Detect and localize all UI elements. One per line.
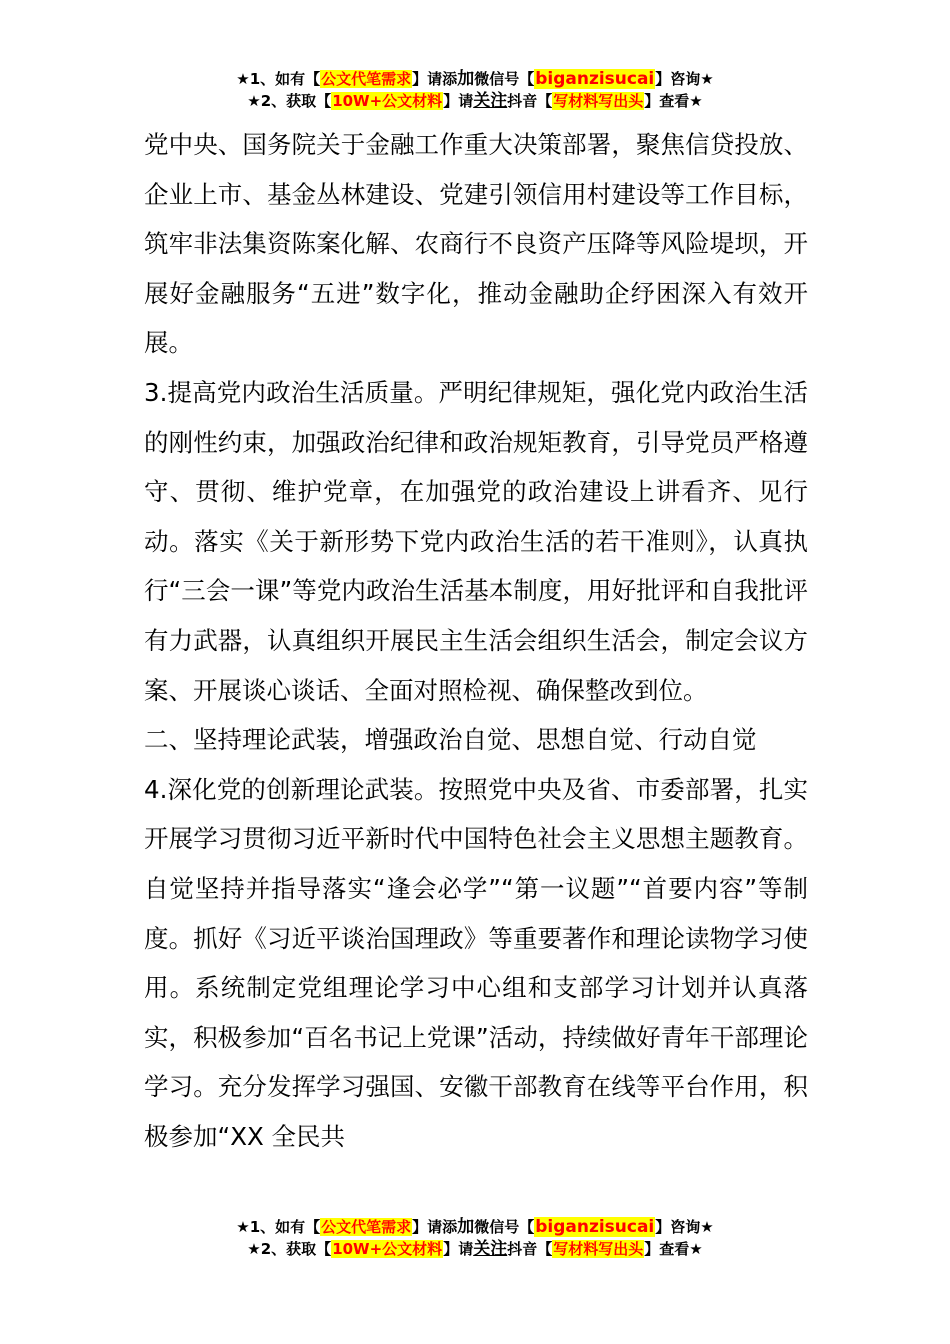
promo-highlight-douyin: 写材料写出头 — [553, 1240, 644, 1258]
paragraph: 党中央、国务院关于金融工作重大决策部署，聚焦信贷投放、企业上市、基金丛林建设、党建引领信用村建设等工作目标，筑牢非法集资陈案化解、农商行不良资产压降等风险堤坝，开展好金融服务“五进”数字化，推动金融助企纾困深入有效开展。 — [144, 130, 808, 358]
promo-line-2: ★2、获取【10W+公文材料】请关注抖音【写材料写出头】查看★ — [247, 1239, 703, 1259]
promo-highlight-materials: 10W+公文材料 — [332, 1240, 443, 1258]
promo-line-1: ★1、如有【公文代笔需求】请添加微信号【biganzisucai】咨询★ — [236, 69, 714, 89]
promo-highlight-wechat-id: biganzisucai — [535, 69, 655, 89]
promo-highlight-service: 公文代笔需求 — [321, 70, 412, 88]
promo-line-2: ★2、获取【10W+公文材料】请关注抖音【写材料写出头】查看★ — [247, 91, 703, 111]
promo-highlight-materials: 10W+公文材料 — [332, 92, 443, 110]
promo-highlight-service: 公文代笔需求 — [321, 1218, 412, 1236]
promo-highlight-wechat-id: biganzisucai — [535, 1217, 655, 1237]
document-body — [144, 120, 808, 1161]
promo-highlight-douyin: 写材料写出头 — [553, 92, 644, 110]
footer-promo-banner — [0, 1216, 950, 1260]
section-heading: 二、坚持理论武装，增强政治自觉、思想自觉、行动自觉 — [144, 725, 757, 755]
header-promo-banner — [0, 68, 950, 112]
paragraph: 4.深化党的创新理论武装。按照党中央及省、市委部署，扎实开展学习贯彻习近平新时代中国特色社会主义思想主题教育。自觉坚持并指导落实“逢会必学”“第一议题”“首要内容”等制度。抓好《习近平谈治国理政》等重要著作和理论读物学习使用。系统制定党组理论学习中心组和支部学习计划并认真落实，积极参加“百名书记上党课”活动，持续做好青年干部理论学习。充分发挥学习强国、安徽干部教育在线等平台作用，积极参加“XX 全民共 — [144, 774, 808, 1151]
promo-line-1: ★1、如有【公文代笔需求】请添加微信号【biganzisucai】咨询★ — [236, 1217, 714, 1237]
paragraph: 3.提高党内政治生活质量。严明纪律规矩，强化党内政治生活的刚性约束，加强政治纪律和政治规矩教育，引导党员严格遵守、贯彻、维护党章，在加强党的政治建设上讲看齐、见行动。落实《关于新形势下党内政治生活的若干准则》，认真执行“三会一课”等党内政治生活基本制度，用好批评和自我批评有力武器，认真组织开展民主生活会组织生活会，制定会议方案、开展谈心谈话、全面对照检视、确保整改到位。 — [144, 377, 808, 705]
